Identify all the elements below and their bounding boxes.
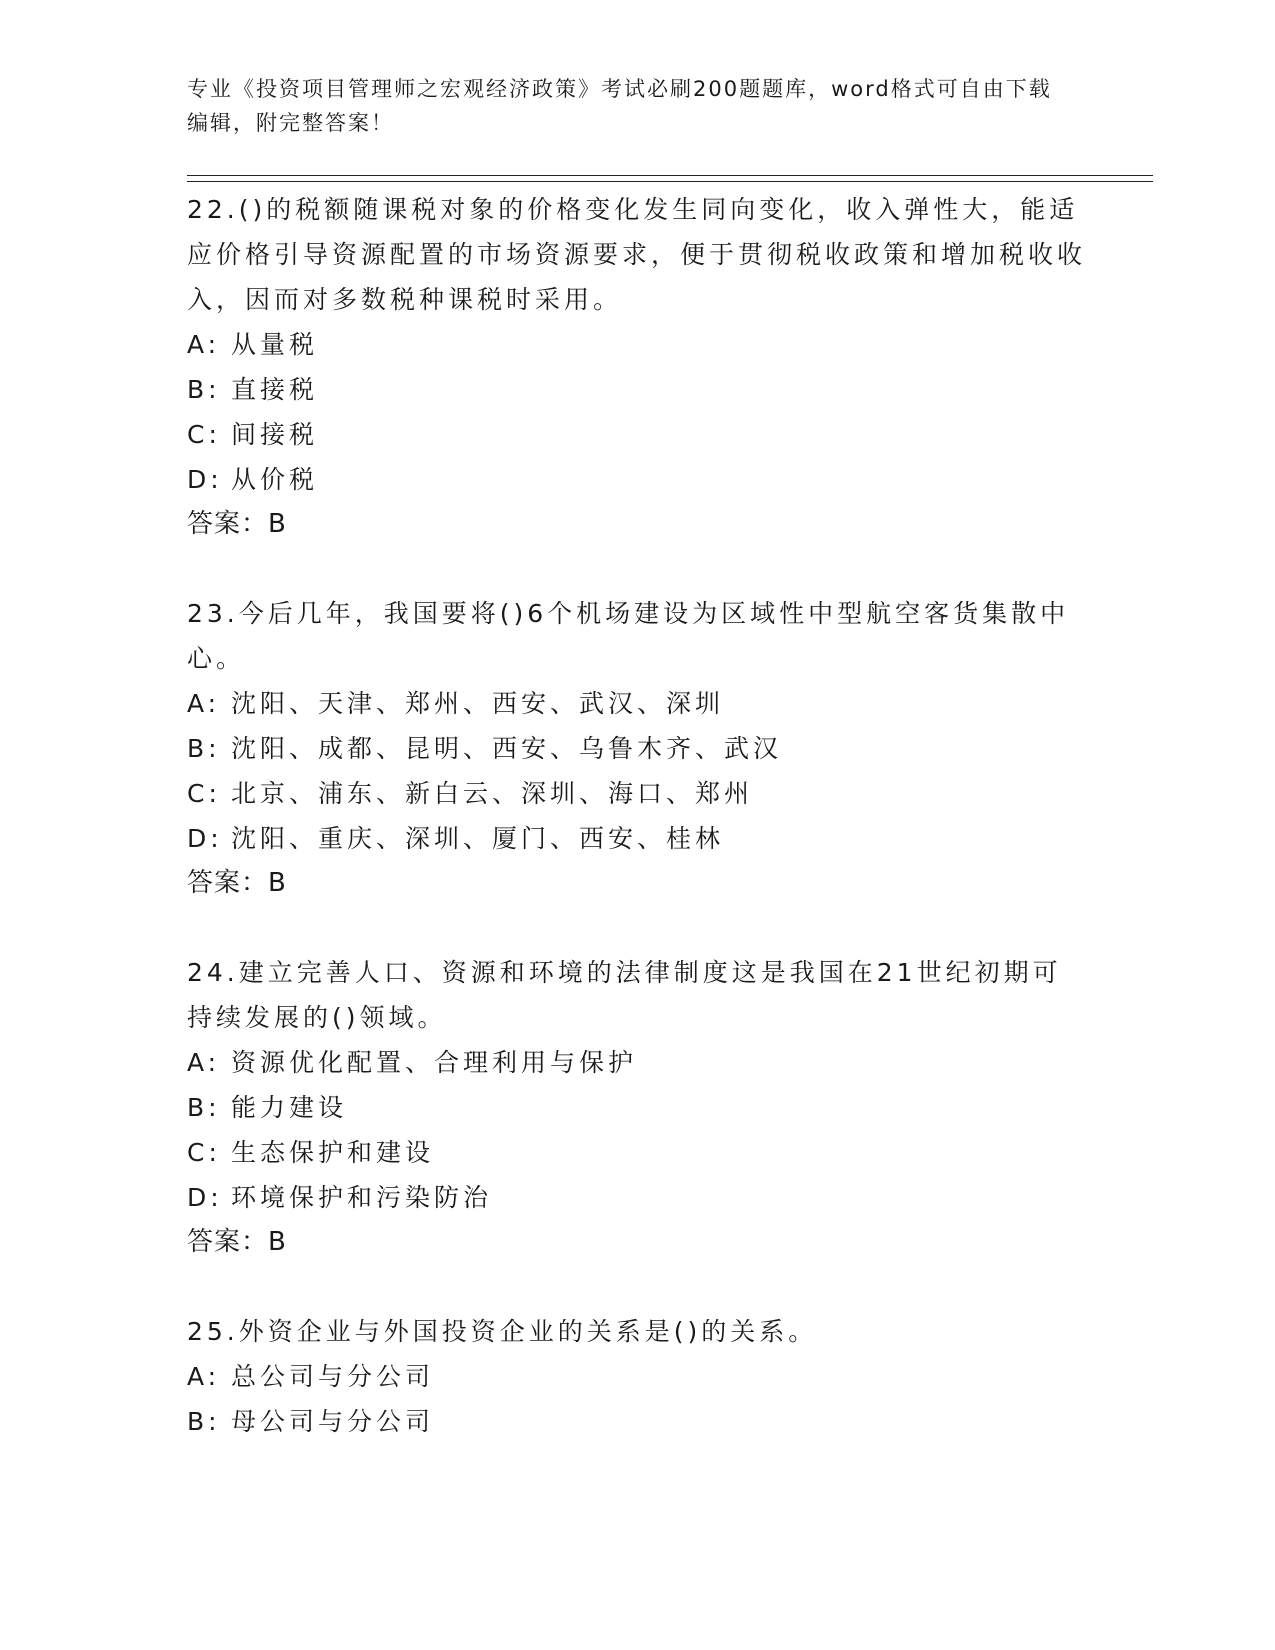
question-stem: 22.()的税额随课税对象的价格变化发生同向变化，收入弹性大，能适应价格引导资源配置的市场资源要求，便于贯彻税收政策和增加税收收入，因而对多数税种课税时采用。 bbox=[187, 195, 1087, 314]
option-text: 直接税 bbox=[231, 375, 319, 404]
header-divider-bottom bbox=[187, 181, 1153, 182]
option-a bbox=[187, 1354, 1087, 1399]
answer-line: 答案：B bbox=[187, 1227, 287, 1257]
option-letter: D: bbox=[187, 465, 223, 494]
option-c bbox=[187, 412, 1087, 457]
option-letter: D: bbox=[187, 824, 223, 853]
header-divider-top bbox=[187, 175, 1153, 176]
option-letter: C: bbox=[187, 420, 221, 449]
option-b bbox=[187, 1399, 1087, 1444]
option-a bbox=[187, 681, 1087, 726]
option-text: 母公司与分公司 bbox=[231, 1407, 435, 1436]
question-stem: 24.建立完善人口、资源和环境的法律制度这是我国在21世纪初期可持续发展的()领域。 bbox=[187, 958, 1062, 1032]
option-letter: D: bbox=[187, 1183, 223, 1212]
option-text: 能力建设 bbox=[231, 1093, 348, 1122]
option-a bbox=[187, 1040, 1087, 1085]
option-text: 沈阳、成都、昆明、西安、乌鲁木齐、武汉 bbox=[231, 734, 783, 763]
option-text: 总公司与分公司 bbox=[231, 1362, 435, 1391]
option-letter: B: bbox=[187, 375, 221, 404]
option-c bbox=[187, 1130, 1087, 1175]
question-22 bbox=[187, 187, 1087, 547]
option-text: 资源优化配置、合理利用与保护 bbox=[231, 1048, 638, 1077]
option-text: 北京、浦东、新白云、深圳、海口、郑州 bbox=[231, 779, 754, 808]
option-letter: A: bbox=[187, 1048, 221, 1077]
option-c bbox=[187, 771, 1087, 816]
option-d bbox=[187, 457, 1087, 502]
answer-line: 答案：B bbox=[187, 868, 287, 898]
option-a bbox=[187, 322, 1087, 367]
option-b bbox=[187, 367, 1087, 412]
option-letter: B: bbox=[187, 1093, 221, 1122]
option-text: 生态保护和建设 bbox=[231, 1138, 435, 1167]
option-letter: C: bbox=[187, 1138, 221, 1167]
question-25 bbox=[187, 1309, 1087, 1444]
option-b bbox=[187, 1085, 1087, 1130]
option-text: 从价税 bbox=[231, 465, 319, 494]
option-d bbox=[187, 1175, 1087, 1220]
option-letter: C: bbox=[187, 779, 221, 808]
option-text: 间接税 bbox=[231, 420, 319, 449]
question-24 bbox=[187, 950, 1087, 1265]
question-23 bbox=[187, 591, 1087, 906]
option-d bbox=[187, 816, 1087, 861]
question-stem: 23.今后几年，我国要将()6个机场建设为区域性中型航空客货集散中心。 bbox=[187, 599, 1070, 673]
question-stem: 25.外资企业与外国投资企业的关系是()的关系。 bbox=[187, 1317, 818, 1346]
option-letter: B: bbox=[187, 1407, 221, 1436]
question-list bbox=[187, 187, 1087, 1488]
option-text: 从量税 bbox=[231, 330, 319, 359]
page-header: 专业《投资项目管理师之宏观经济政策》考试必刷200题题库，word格式可自由下载编辑，附完整答案！ bbox=[187, 77, 1052, 135]
option-letter: A: bbox=[187, 1362, 221, 1391]
option-text: 沈阳、重庆、深圳、厦门、西安、桂林 bbox=[231, 824, 725, 853]
option-letter: A: bbox=[187, 330, 221, 359]
option-text: 沈阳、天津、郑州、西安、武汉、深圳 bbox=[231, 689, 725, 718]
option-b bbox=[187, 726, 1087, 771]
option-letter: A: bbox=[187, 689, 221, 718]
option-letter: B: bbox=[187, 734, 221, 763]
option-text: 环境保护和污染防治 bbox=[231, 1183, 493, 1212]
answer-line: 答案：B bbox=[187, 509, 287, 539]
